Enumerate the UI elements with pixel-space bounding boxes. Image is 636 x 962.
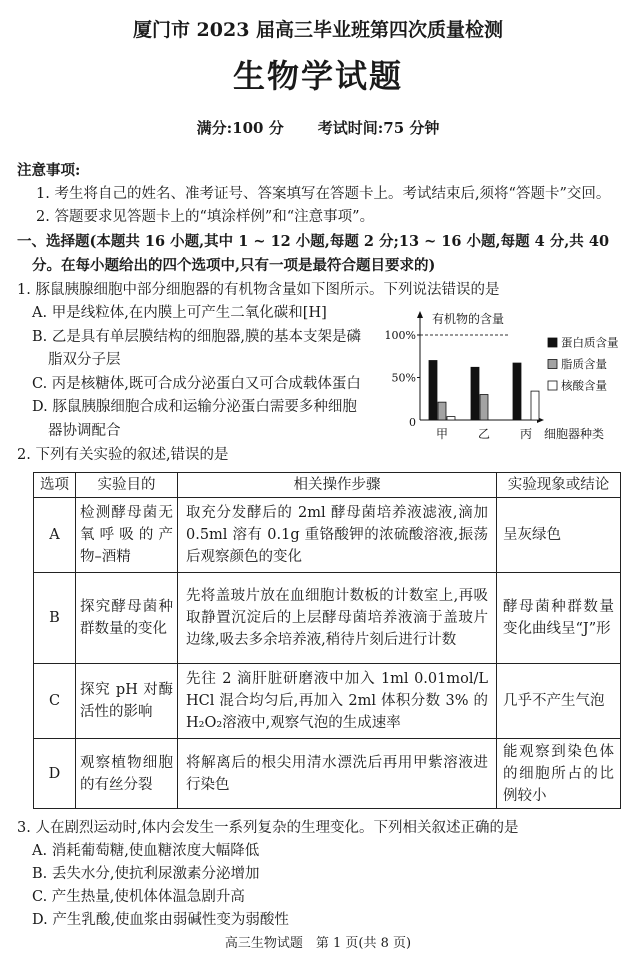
table-row <box>34 739 621 809</box>
subject-title: 生物学试题 <box>232 57 403 95</box>
notes-item: 2. 答题要求见答题卡上的“填涂样例”和“注意事项”。 <box>36 209 375 225</box>
legend-swatch <box>548 338 557 347</box>
table-cell-result: 呈灰绿色 <box>497 498 621 573</box>
section-heading: 一、选择题(本题共 16 小题,其中 1 ~ 12 小题,每题 2 分;13 ~ 16 小题,每题 4 分,共 40 分。在每小题给出的四个选项中,只有一项是最符合题目要求的) <box>17 233 610 274</box>
exam-header-title: 厦门市 2023 届高三毕业班第四次质量检测 <box>132 19 504 41</box>
notes-title: 注意事项: <box>17 162 81 179</box>
table-header-cell: 相关操作步骤 <box>178 473 497 498</box>
legend-swatch <box>548 381 557 390</box>
question-1-option-a: A. 甲是线粒体,在内膜上可产生二氧化碳和[H] <box>32 305 327 321</box>
table-cell-purpose: 检测酵母菌无氧呼吸的产物–酒精 <box>76 498 178 573</box>
page-footer: 高三生物试题 第 1 页(共 8 页) <box>224 936 412 951</box>
table-cell-purpose: 探究 pH 对酶活性的影响 <box>76 664 178 739</box>
question-2-stem: 2. 下列有关实验的叙述,错误的是 <box>17 447 229 463</box>
question-1-option-c: C. 丙是核糖体,既可合成分泌蛋白又可合成载体蛋白 <box>32 375 361 392</box>
question-1-options <box>32 302 365 443</box>
exam-info <box>0 117 636 140</box>
legend-label: 蛋白质含量 <box>561 335 619 350</box>
table-header-cell: 实验目的 <box>76 473 178 498</box>
question-1-option-b: B. 乙是具有单层膜结构的细胞器,膜的基本支架是磷脂双分子层 <box>32 328 361 368</box>
table-cell-purpose: 观察植物细胞的有丝分裂 <box>76 739 178 809</box>
question-3-option-a: A. 消耗葡萄糖,使血糖浓度大幅降低 <box>32 843 260 859</box>
table-row <box>34 664 621 739</box>
exam-time: 考试时间:75 分钟 <box>317 119 440 137</box>
bar-series-0-category-1 <box>471 367 479 420</box>
table-header-cell: 选项 <box>34 473 76 498</box>
experiment-table <box>33 472 621 809</box>
bar-series-2-category-2 <box>531 391 539 420</box>
question-3-stem: 3. 人在剧烈运动时,体内会发生一系列复杂的生理变化。下列相关叙述正确的是 <box>17 820 519 836</box>
question-1-stem: 1. 豚鼠胰腺细胞中部分细胞器的有机物含量如下图所示。下列说法错误的是 <box>17 282 500 298</box>
y-axis-arrow <box>417 311 423 318</box>
table-cell-purpose: 探究酵母菌种群数量的变化 <box>76 573 178 664</box>
notes-item: 1. 考生将自己的姓名、准考证号、答案填写在答题卡上。考试结束后,须将“答题卡”交回。 <box>36 185 611 202</box>
table-cell-steps: 先将盖玻片放在血细胞计数板的计数室上,再吸取静置沉淀后的上层酵母菌培养液滴于盖玻片边缘,吸去多余培养液,稍待片刻后进行计数 <box>178 573 497 664</box>
table-cell-steps: 将解离后的根尖用清水漂洗后再用甲紫溶液进行染色 <box>178 739 497 809</box>
notes-block <box>17 159 623 230</box>
question-3-options <box>32 840 622 932</box>
question-1-option-d: D. 豚鼠胰腺细胞合成和运输分泌蛋白需要多种细胞器协调配合 <box>32 399 357 439</box>
table-cell-steps: 先往 2 滴肝脏研磨液中加入 1ml 0.01mol/L HCl 混合均匀后,再加入 2ml 体积分数 3% 的 H₂O₂溶液中,观察气泡的生成速率 <box>178 664 497 739</box>
organelle-content-chart <box>378 305 628 445</box>
table-row <box>34 573 621 664</box>
table-cell-result: 几乎不产生气泡 <box>497 664 621 739</box>
question-3-option-d: D. 产生乳酸,使血浆由弱碱性变为弱酸性 <box>32 912 289 928</box>
bar-series-1-category-0 <box>438 402 446 420</box>
table-cell-steps: 取充分发酵后的 2ml 酵母菌培养液滤液,滴加 0.5ml 溶有 0.1g 重铬酸钾的浓硫酸溶液,振荡后观察颜色的变化 <box>178 498 497 573</box>
table-row <box>34 498 621 573</box>
bar-series-1-category-1 <box>480 395 488 421</box>
x-tick-label: 丙 <box>519 427 533 441</box>
y-axis-label: 有机物的含量 <box>432 312 505 326</box>
table-cell-option: B <box>34 573 76 664</box>
table-header-cell: 实验现象或结论 <box>497 473 621 498</box>
y-tick-label: 50% <box>391 371 416 385</box>
legend-label: 核酸含量 <box>561 378 607 393</box>
y-tick-label: 0 <box>409 416 416 429</box>
table-cell-option: A <box>34 498 76 573</box>
table-cell-option: D <box>34 739 76 809</box>
bar-series-0-category-0 <box>429 361 437 421</box>
x-tick-label: 乙 <box>477 427 491 441</box>
table-header-row <box>34 473 621 498</box>
table-cell-option: C <box>34 664 76 739</box>
table-cell-result: 能观察到染色体的细胞所占的比例较小 <box>497 739 621 809</box>
x-tick-label: 甲 <box>435 427 449 441</box>
legend-label: 脂质含量 <box>561 357 607 371</box>
table-cell-result: 酵母菌种群数量变化曲线呈“J”形 <box>497 573 621 664</box>
legend-swatch <box>548 360 557 369</box>
question-3-option-c: C. 产生热量,使机体体温急剧升高 <box>32 889 245 905</box>
x-axis-label: 细胞器种类 <box>544 427 605 441</box>
bar-series-0-category-2 <box>513 363 521 420</box>
y-tick-label: 100% <box>384 329 416 342</box>
question-3-option-b: B. 丢失水分,使抗利尿激素分泌增加 <box>32 866 260 882</box>
bar-series-2-category-0 <box>447 417 455 420</box>
full-score: 满分:100 分 <box>196 119 284 137</box>
